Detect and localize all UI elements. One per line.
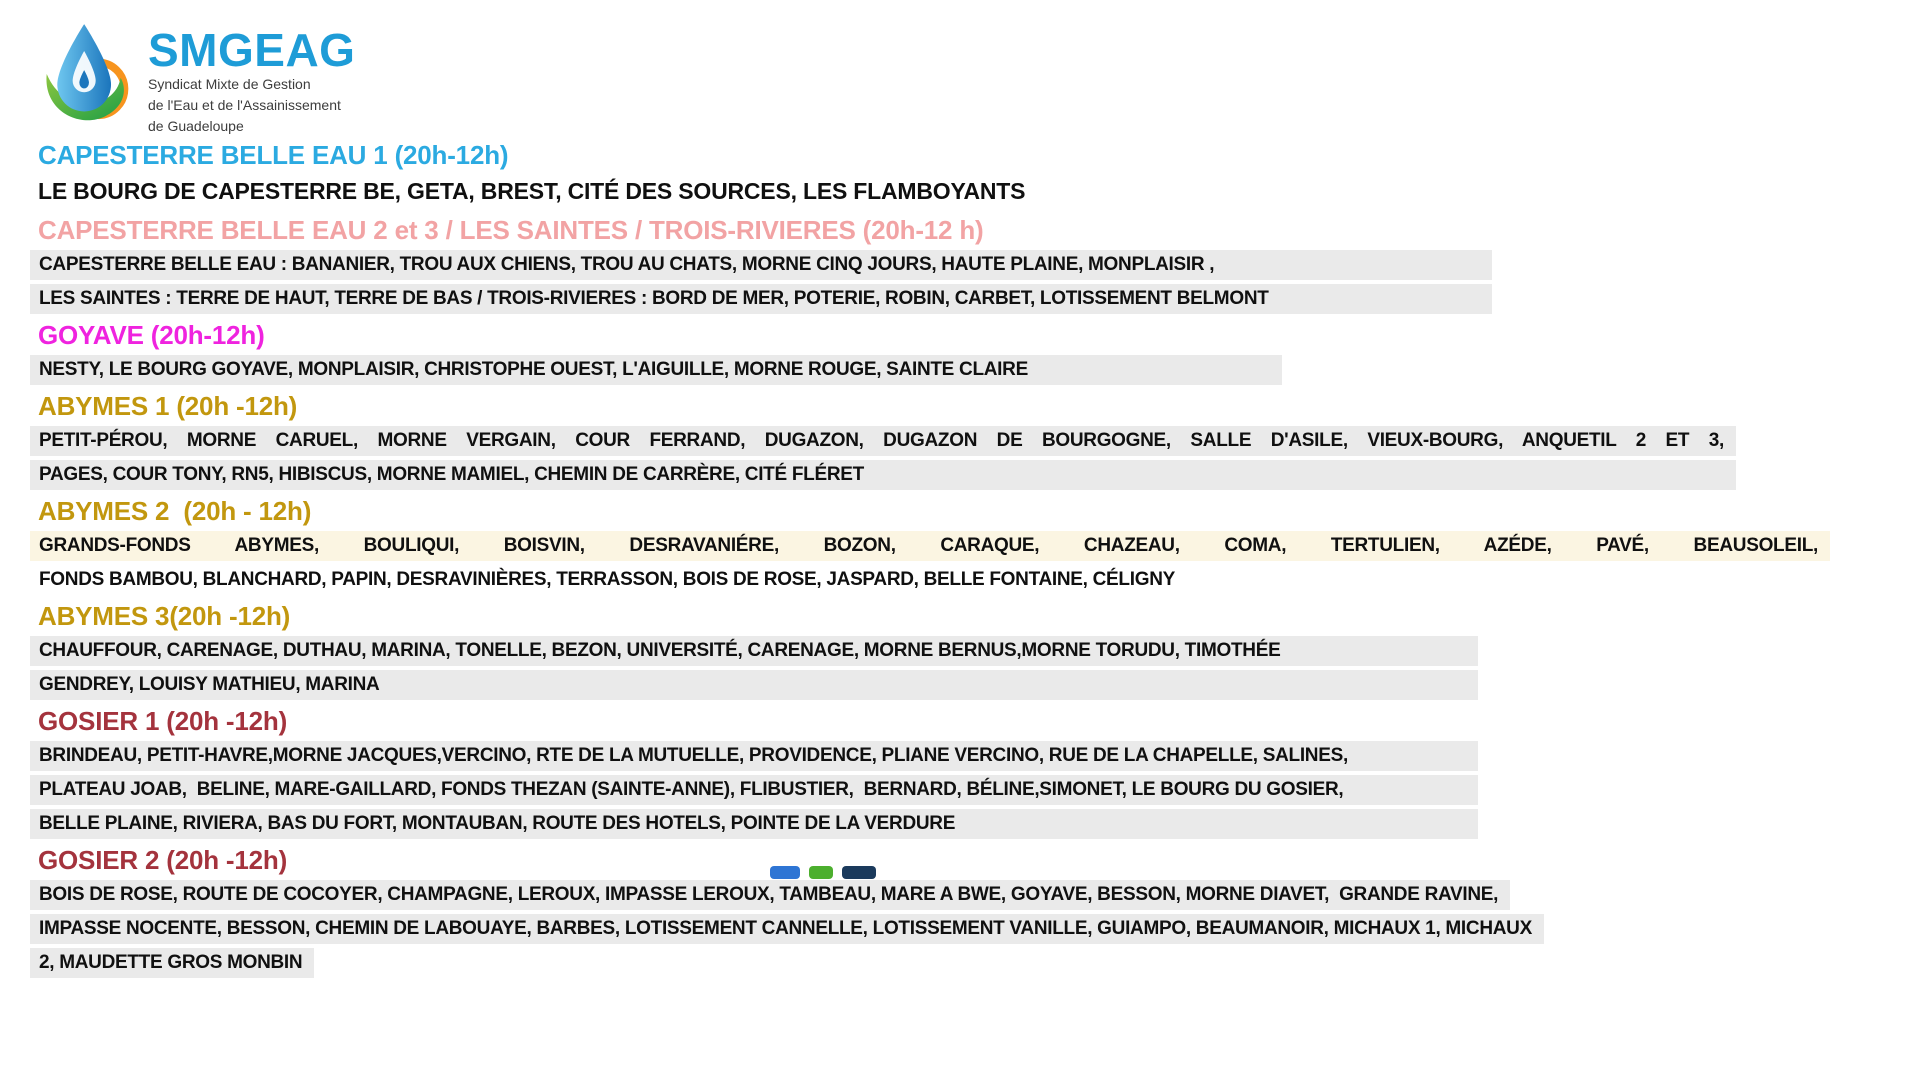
goyave-section bbox=[30, 321, 1920, 385]
goyave-heading: GOYAVE (20h-12h) bbox=[38, 320, 265, 350]
abymes1-area-list-line-2: PAGES, COUR TONY, RN5, HIBISCUS, MORNE MAMIEL, CHEMIN DE CARRÈRE, CITÉ FLÉRET bbox=[30, 460, 1736, 490]
brand-name: SMGEAG bbox=[148, 24, 356, 76]
gosier2-section bbox=[30, 846, 1920, 978]
green-mark bbox=[809, 866, 833, 879]
footer-marks bbox=[770, 866, 876, 879]
navy-mark bbox=[842, 866, 876, 879]
brand-subtitle-line: de l'Eau et de l'Assainissement bbox=[148, 97, 341, 113]
abymes3-area-list-line-1: CHAUFFOUR, CARENAGE, DUTHAU, MARINA, TONELLE, BEZON, UNIVERSITÉ, CARENAGE, MORNE BERNUS,MORNE TORUDU, TIMOTHÉE bbox=[30, 636, 1478, 666]
cap1-area-list-line-1: LE BOURG DE CAPESTERRE BE, GETA, BREST, CITÉ DES SOURCES, LES FLAMBOYANTS bbox=[38, 178, 1026, 204]
smgeag-logo bbox=[40, 18, 1920, 134]
cap23-area-list-line-1: CAPESTERRE BELLE EAU : BANANIER, TROU AUX CHIENS, TROU AU CHATS, MORNE CINQ JOURS, HAUTE PLAINE, MONPLAISIR , bbox=[30, 250, 1492, 280]
cap1-heading: CAPESTERRE BELLE EAU 1 (20h-12h) bbox=[38, 140, 509, 170]
abymes3-heading: ABYMES 3(20h -12h) bbox=[38, 601, 291, 631]
gosier2-area-list-line-1: BOIS DE ROSE, ROUTE DE COCOYER, CHAMPAGNE, LEROUX, IMPASSE LEROUX, TAMBEAU, MARE A BWE, GOYAVE, BESSON, MORNE DIAVET, GRANDE RAVINE, bbox=[30, 880, 1510, 910]
cap1-section bbox=[30, 141, 1920, 209]
abymes1-heading: ABYMES 1 (20h -12h) bbox=[38, 391, 298, 421]
outage-sections bbox=[30, 141, 1920, 978]
brand-subtitle-line: de Guadeloupe bbox=[148, 118, 244, 134]
abymes3-area-list-line-2: GENDREY, LOUISY MATHIEU, MARINA bbox=[30, 670, 1478, 700]
abymes3-section bbox=[30, 602, 1920, 700]
blue-mark bbox=[770, 866, 800, 879]
abymes2-heading: ABYMES 2 (20h - 12h) bbox=[38, 496, 312, 526]
gosier1-area-list-line-1: BRINDEAU, PETIT-HAVRE,MORNE JACQUES,VERCINO, RTE DE LA MUTUELLE, PROVIDENCE, PLIANE VERCINO, RUE DE LA CHAPELLE, SALINES, bbox=[30, 741, 1478, 771]
abymes2-section bbox=[30, 497, 1920, 595]
gosier1-section bbox=[30, 707, 1920, 839]
abymes2-area-list-line-2: FONDS BAMBOU, BLANCHARD, PAPIN, DESRAVINIÈRES, TERRASSON, BOIS DE ROSE, JASPARD, BELLE FONTAINE, CÉLIGNY bbox=[39, 569, 1175, 590]
abymes2-area-list-line-1: GRANDS-FONDS ABYMES, BOULIQUI, BOISVIN, DESRAVANIÉRE, BOZON, CARAQUE, CHAZEAU, COMA, TERTULIEN, AZÉDE, PAVÉ, BEAUSOLEIL, bbox=[30, 531, 1830, 561]
gosier1-area-list-line-3: BELLE PLAINE, RIVIERA, BAS DU FORT, MONTAUBAN, ROUTE DES HOTELS, POINTE DE LA VERDURE bbox=[30, 809, 1478, 839]
abymes1-section bbox=[30, 392, 1920, 490]
goyave-area-list-line-1: NESTY, LE BOURG GOYAVE, MONPLAISIR, CHRISTOPHE OUEST, L'AIGUILLE, MORNE ROUGE, SAINTE CLAIRE bbox=[30, 355, 1282, 385]
gosier2-area-list-line-3: 2, MAUDETTE GROS MONBIN bbox=[30, 948, 314, 978]
water-drop-leaf-icon bbox=[40, 18, 136, 130]
cap23-heading: CAPESTERRE BELLE EAU 2 et 3 / LES SAINTES / TROIS-RIVIERES (20h-12 h) bbox=[38, 215, 984, 245]
logo-text bbox=[148, 24, 356, 135]
gosier1-area-list-line-2: PLATEAU JOAB, BELINE, MARE-GAILLARD, FONDS THEZAN (SAINTE-ANNE), FLIBUSTIER, BERNARD, BÉLINE,SIMONET, LE BOURG DU GOSIER, bbox=[30, 775, 1478, 805]
gosier2-heading: GOSIER 2 (20h -12h) bbox=[38, 845, 288, 875]
brand-subtitle-line: Syndicat Mixte de Gestion bbox=[148, 76, 311, 92]
gosier1-heading: GOSIER 1 (20h -12h) bbox=[38, 706, 288, 736]
cap23-area-list-line-2: LES SAINTES : TERRE DE HAUT, TERRE DE BAS / TROIS-RIVIERES : BORD DE MER, POTERIE, ROBIN, CARBET, LOTISSEMENT BELMONT bbox=[30, 284, 1492, 314]
cap23-section bbox=[30, 216, 1920, 314]
gosier2-area-list-line-2: IMPASSE NOCENTE, BESSON, CHEMIN DE LABOUAYE, BARBES, LOTISSEMENT CANNELLE, LOTISSEMENT VANILLE, GUIAMPO, BEAUMANOIR, MICHAUX 1, MICHAUX bbox=[30, 914, 1544, 944]
abymes1-area-list-line-1: PETIT-PÉROU, MORNE CARUEL, MORNE VERGAIN, COUR FERRAND, DUGAZON, DUGAZON DE BOURGOGNE, SALLE D'ASILE, VIEUX-BOURG, ANQUETIL 2 ET 3, bbox=[30, 426, 1736, 456]
